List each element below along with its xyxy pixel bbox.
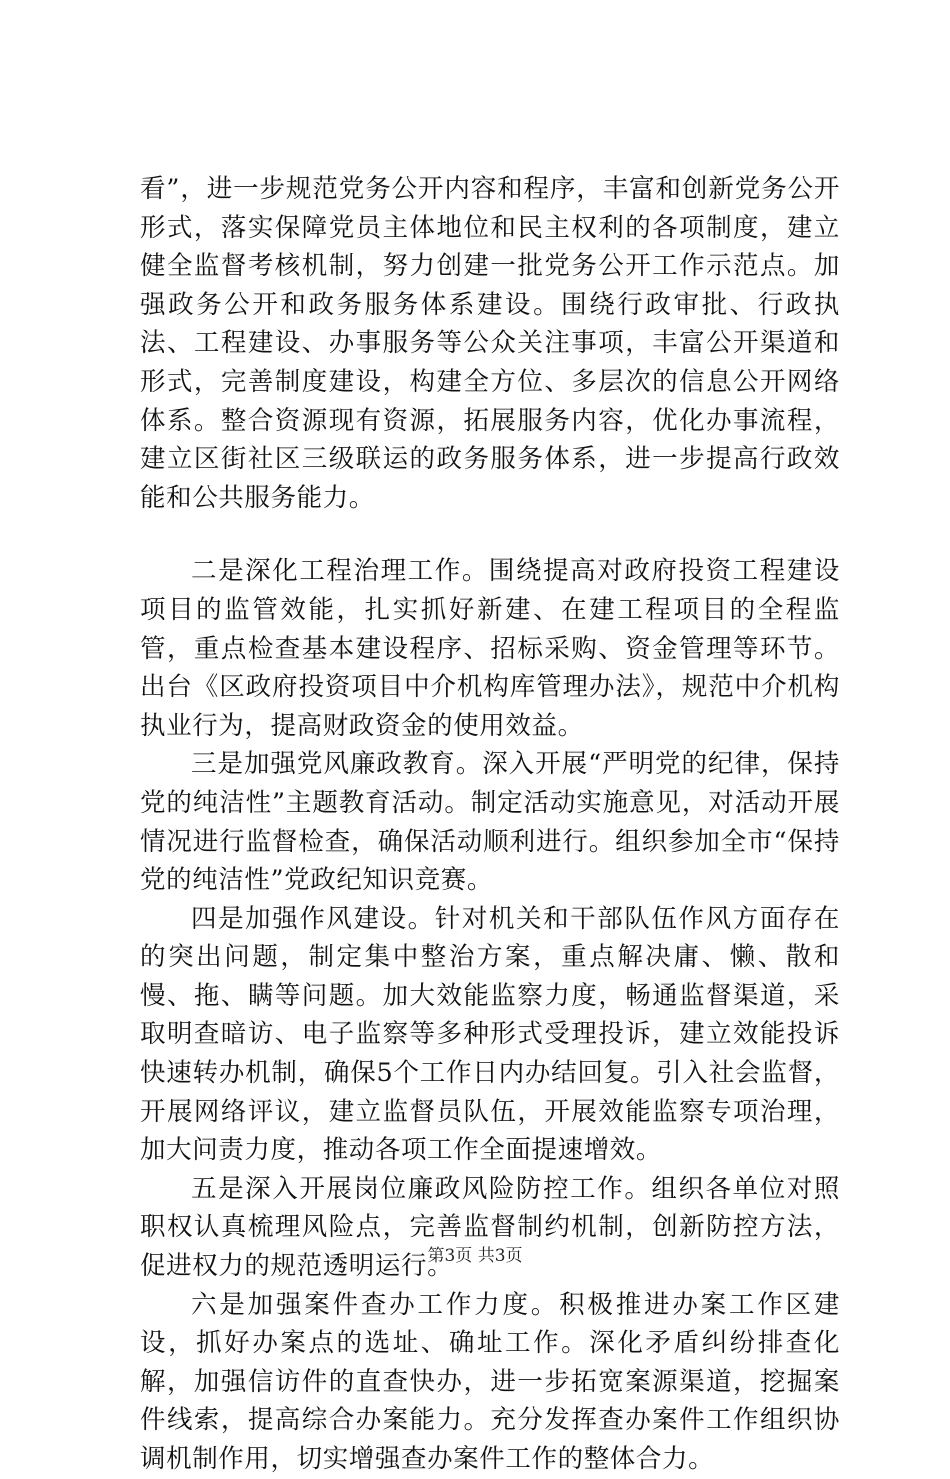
paragraph-item-4: 四是加强作风建设。针对机关和干部队伍作风方面存在的突出问题，制定集中整治方案，重点解决庸、懒、散和慢、拖、瞒等问题。加大效能监察力度，畅通监督渠道，采取明查暗访、电子监察等多种形式受理投诉，建立效能投诉快速转办机制，确保5个工作日内办结回复。引入社会监督，开展网络评议，建立监督员队伍，开展效能监察专项治理，加大问责力度，推动各项工作全面提速增效。 xyxy=(140,903,840,1166)
paragraph-item-5: 五是深入开展岗位廉政风险防控工作。组织各单位对照职权认真梳理风险点，完善监督制约机制，创新防控方法，促进权力的规范透明运行。 xyxy=(140,1173,840,1282)
paragraph-continuation: 看”，进一步规范党务公开内容和程序，丰富和创新党务公开形式，落实保障党员主体地位和民主权利的各项制度，建立健全监督考核机制，努力创建一批党务公开工作示范点。加强政务公开和政务服务体系建设。围绕行政审批、行政执法、工程建设、办事服务等公众关注事项，丰富公开渠道和形式，完善制度建设，构建全方位、多层次的信息公开网络体系。整合资源现有资源，拓展服务内容，优化办事流程，建立区街社区三级联运的政务服务体系，进一步提高行政效能和公共服务能力。 xyxy=(140,174,840,513)
paragraph-item-3: 三是加强党风廉政教育。深入开展“严明党的纪律，保持党的纯洁性”主题教育活动。制定活动实施意见，对活动开展情况进行监督检查，确保活动顺利进行。组织参加全市“保持党的纯洁性”党政纪知识竞赛。 xyxy=(140,749,840,896)
document-body xyxy=(140,170,840,1479)
paragraph-item-6: 六是加强案件查办工作力度。积极推进办案工作区建设，抓好办案点的选址、确址工作。深化矛盾纠纷排查化解，加强信访件的直查快办，进一步拓宽案源渠道，挖掘案件线索，提高综合办案能力。充分发挥查办案件工作组织协调机制作用，切实增强查办案件工作的整体合力。 xyxy=(140,1289,840,1474)
paragraph-item-2: 二是深化工程治理工作。围绕提高对政府投资工程建设项目的监管效能，扎实抓好新建、在建工程项目的全程监管，重点检查基本建设程序、招标采购、资金管理等环节。出台《区政府投资项目中介机构库管理办法》，规范中介机构执业行为，提高财政资金的使用效益。 xyxy=(140,556,840,741)
page-number-footer: 第3页 共3页 xyxy=(427,1246,523,1266)
